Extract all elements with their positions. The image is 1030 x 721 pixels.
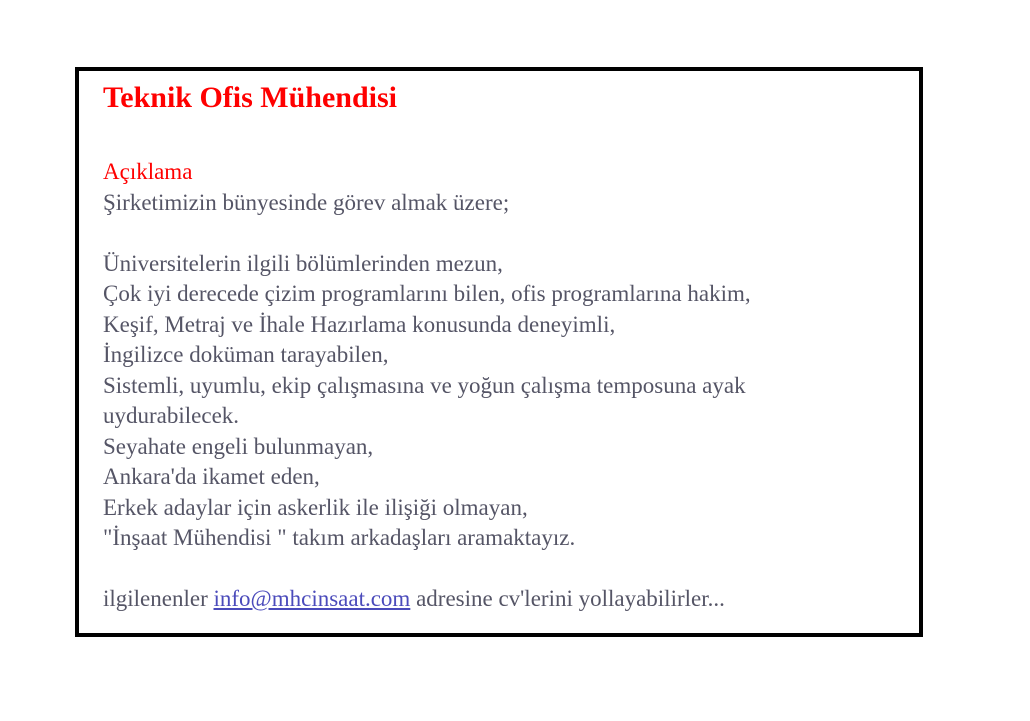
requirement-line: Üniversitelerin ilgili bölümlerinden mezun, [103, 250, 503, 276]
contact-line [103, 584, 899, 615]
email-link[interactable]: info@mhcinsaat.com [213, 586, 411, 611]
requirement-line: Keşif, Metraj ve İhale Hazırlama konusunda deneyimli, [103, 311, 616, 337]
paragraph-spacer [103, 554, 899, 585]
requirement-line: Sistemli, uyumlu, ekip çalışmasına ve yoğun çalışma temposuna ayak [103, 372, 746, 398]
contact-suffix: adresine cv'lerini yollayabilirler... [410, 586, 725, 611]
requirement-line: Çok iyi derecede çizim programlarını bilen, ofis programlarına hakim, [103, 281, 751, 306]
requirement-line: uydurabilecek. [103, 403, 240, 428]
requirement-line: Erkek adaylar için askerlik ile ilişiği olmayan, [103, 494, 528, 520]
requirement-line: Seyahate engeli bulunmayan, [103, 433, 374, 459]
intro-text: Şirketimizin bünyesinde görev almak üzere; [103, 189, 510, 215]
job-posting-box [75, 67, 923, 637]
requirement-line: "İnşaat Mühendisi " takım arkadaşları aramaktayız. [103, 525, 576, 550]
paragraph-spacer [103, 218, 899, 249]
title-spacer [103, 117, 899, 157]
requirements-list [103, 249, 899, 554]
requirement-line: İngilizce doküman tarayabilen, [103, 342, 389, 367]
job-title: Teknik Ofis Mühendisi [103, 81, 398, 114]
job-posting-content [103, 79, 899, 615]
requirement-line: Ankara'da ikamet eden, [103, 464, 320, 489]
contact-prefix: ilgilenenler [103, 586, 214, 611]
section-label-description: Açıklama [103, 159, 193, 184]
